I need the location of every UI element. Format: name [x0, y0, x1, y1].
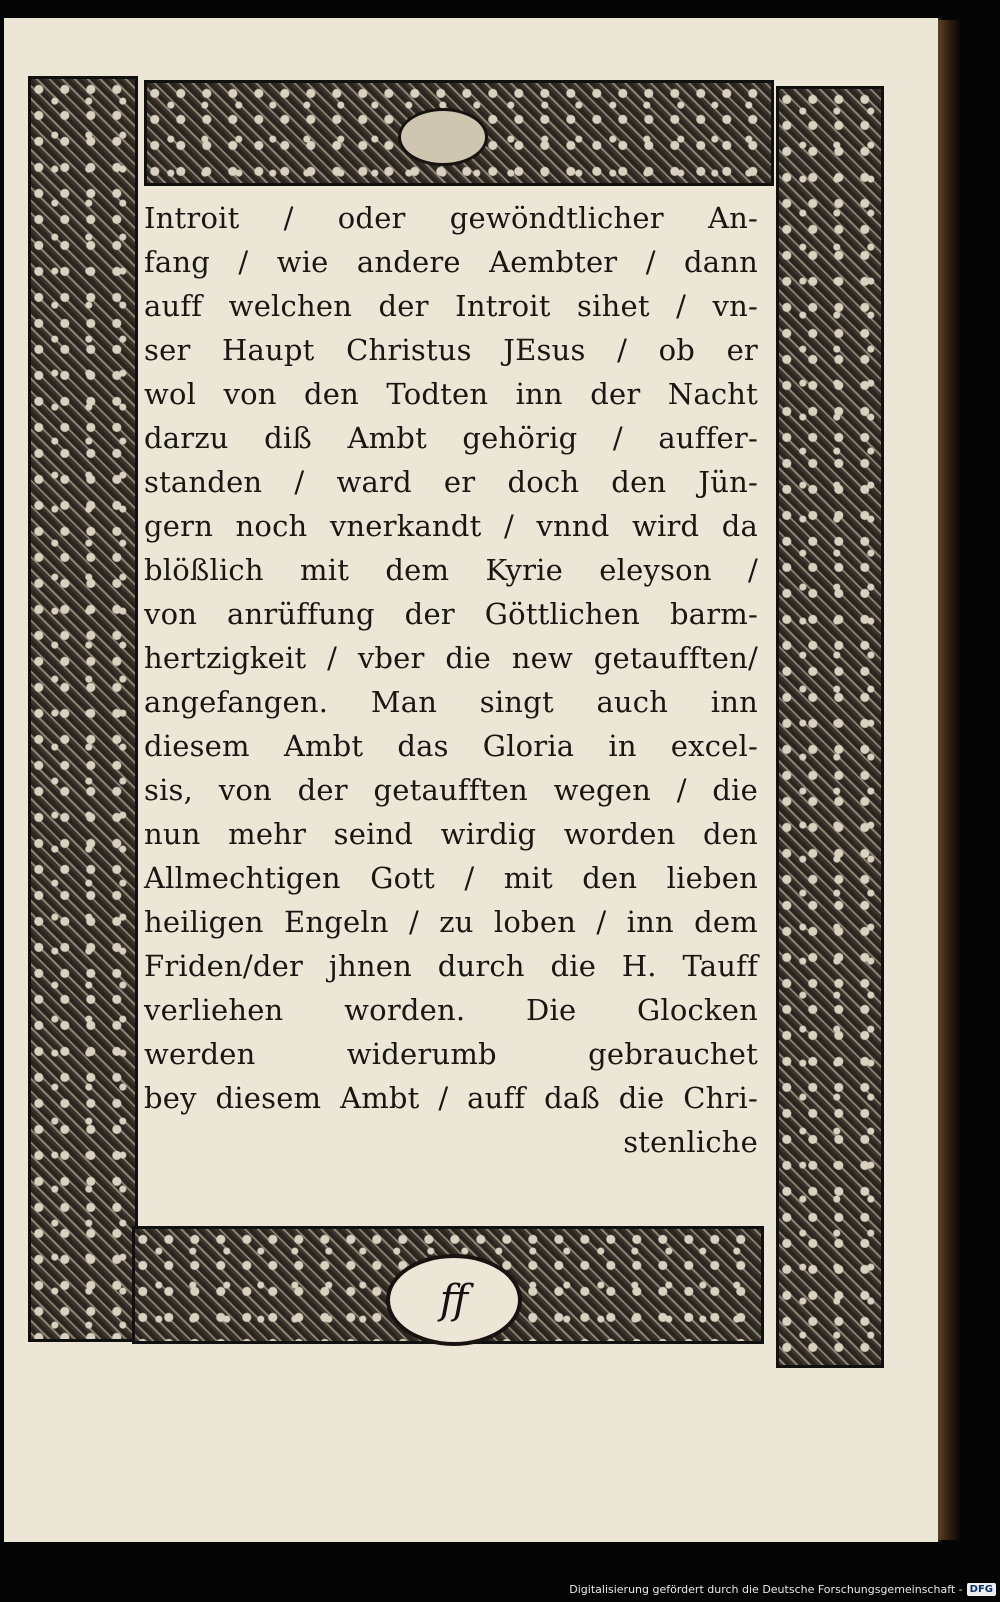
- digitization-credit: [569, 1583, 996, 1596]
- catchword: stenliche: [623, 1125, 758, 1159]
- text-line: wol von den Todten inn der Nacht: [144, 377, 758, 411]
- text-line: verliehen worden. Die Glocken: [144, 993, 758, 1027]
- text-line: Allmechtigen Gott / mit den lieben: [144, 861, 758, 895]
- woodcut-border-left: [28, 76, 138, 1342]
- text-line: angefangen. Man singt auch inn: [144, 685, 758, 719]
- text-line: Introit / oder gewöndtlicher An-: [144, 201, 758, 235]
- text-line: sis, von der getaufften wegen / die: [144, 773, 758, 807]
- body-text: [144, 196, 758, 1216]
- credit-text: Digitalisierung gefördert durch die Deutsche Forschungsgemeinschaft -: [569, 1583, 963, 1596]
- text-line: ser Haupt Christus JEsus / ob er: [144, 333, 758, 367]
- top-medallion-ornament: [398, 108, 488, 166]
- text-line: blößlich mit dem Kyrie eleyson /: [144, 553, 758, 587]
- text-line: fang / wie andere Aembter / dann: [144, 245, 758, 279]
- signature-cartouche: [386, 1254, 522, 1346]
- text-line: von anrüffung der Göttlichen barm-: [144, 597, 758, 631]
- text-line: bey diesem Ambt / auff daß die Chri-: [144, 1081, 758, 1115]
- text-line: nun mehr seind wirdig worden den: [144, 817, 758, 851]
- text-line: werden widerumb gebrauchet: [144, 1037, 758, 1071]
- text-line: gern noch vnerkandt / vnnd wird da: [144, 509, 758, 543]
- text-line: hertzigkeit / vber die new getaufften/: [144, 641, 758, 675]
- text-line: darzu diß Ambt gehörig / auffer-: [144, 421, 758, 455]
- signature-mark: ff: [439, 1277, 469, 1323]
- text-line: heiligen Engeln / zu loben / inn dem: [144, 905, 758, 939]
- text-line: Friden/der jhnen durch die H. Tauff: [144, 949, 758, 983]
- book-edge: [938, 20, 960, 1540]
- text-line: diesem Ambt das Gloria in excel-: [144, 729, 758, 763]
- text-line: auff welchen der Introit sihet / vn-: [144, 289, 758, 323]
- woodcut-border-right: [776, 86, 884, 1368]
- text-line: standen / ward er doch den Jün-: [144, 465, 758, 499]
- dfg-logo: DFG: [967, 1583, 996, 1596]
